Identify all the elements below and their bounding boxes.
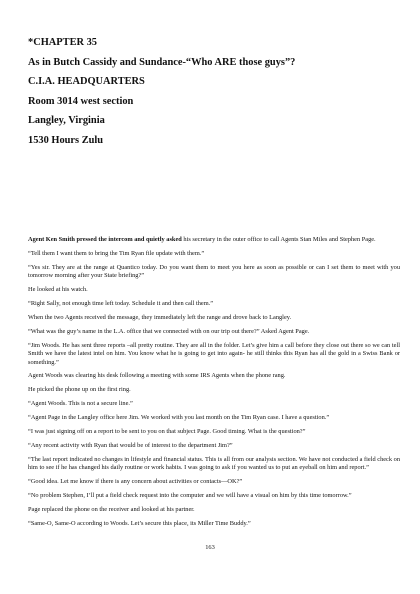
paragraph: “Yes sir. They are at the range at Quantico today. Do you want them to meet you here as soon as possible or can I set them to meet with you tomorrow morning after your State briefing?” xyxy=(28,263,400,280)
paragraph: “The last report indicated no changes in lifestyle and financial status. This is all from our analysis section. We have not conducted a field check on him to see if he has changed his daily routine or work habits. I was going to ask if you wanted us to put an eyeball on him and report.” xyxy=(28,455,400,472)
chapter-headings xyxy=(28,38,295,156)
paragraph: “Any recent activity with Ryan that would be of interest to the department Jim?” xyxy=(28,442,233,449)
body-text xyxy=(28,236,400,534)
city-heading: Langley, Virginia xyxy=(28,115,105,127)
paragraph: “Good idea. Let me know if there is any concern about activities or contacts—OK?” xyxy=(28,478,243,486)
paragraph: “No problem Stephen, I’ll put a field check request into the computer and we will have a visual on him by this time tomorrow.” xyxy=(28,492,352,500)
paragraph: He looked at his watch. xyxy=(28,286,88,294)
paragraph-bold-lead: Agent Ken Smith pressed the intercom and quietly asked xyxy=(28,236,182,243)
paragraph: “Agent Page in the Langley office here Jim. We worked with you last month on the Tim Ryan case. I have a question.” xyxy=(28,414,330,422)
chapter-title: As in Butch Cassidy and Sundance-“Who ARE those guys”? xyxy=(28,56,296,68)
paragraph: “Jim Woods. He has sent three reports –all pretty routine. They are all in the folder. Let’s give him a call before they close out there so we can tell Smith we have the latest intel on him. You know what he is going to get into again- he still thinks this Ryan has all the gold in a Swiss Bank or something.” xyxy=(28,341,400,366)
paragraph: When the two Agents received the message, they immediately left the range and drove back to Langley. xyxy=(28,313,292,321)
paragraph: “Tell them I want them to bring the Tim Ryan file update with them.” xyxy=(28,249,205,257)
paragraph-rest: his secretary in the outer office to call Agents Stan Miles and Stephen Page. xyxy=(181,236,376,243)
paragraph xyxy=(28,236,400,244)
location-heading: C.I.A. HEADQUARTERS xyxy=(28,76,145,88)
paragraph: Page replaced the phone on the receiver and looked at his partner. xyxy=(28,506,195,514)
paragraph: “Same-O, Same-O according to Woods. Let’s secure this place, its Miller Time Buddy.” xyxy=(28,519,251,527)
paragraph: “I was just signing off on a report to be sent to you on that subject Page. Good timing. What is the question?” xyxy=(28,428,306,436)
paragraph: “Agent Woods. This is not a secure line.” xyxy=(28,400,133,408)
paragraph: Agent Woods was clearing his desk following a meeting with some IRS Agents when the phone rang. xyxy=(28,372,286,380)
page-number: 163 xyxy=(205,544,215,551)
paragraph: “Right Sally, not enough time left today. Schedule it and then call them.” xyxy=(28,300,214,308)
paragraph: He picked the phone up on the first ring. xyxy=(28,386,131,394)
paragraph: “What was the guy’s name in the L.A. office that we connected with on our trip out there?” Asked Agent Page. xyxy=(28,327,310,335)
time-heading: 1530 Hours Zulu xyxy=(28,134,104,146)
room-heading: Room 3014 west section xyxy=(28,95,134,107)
chapter-number: *CHAPTER 35 xyxy=(28,37,97,48)
